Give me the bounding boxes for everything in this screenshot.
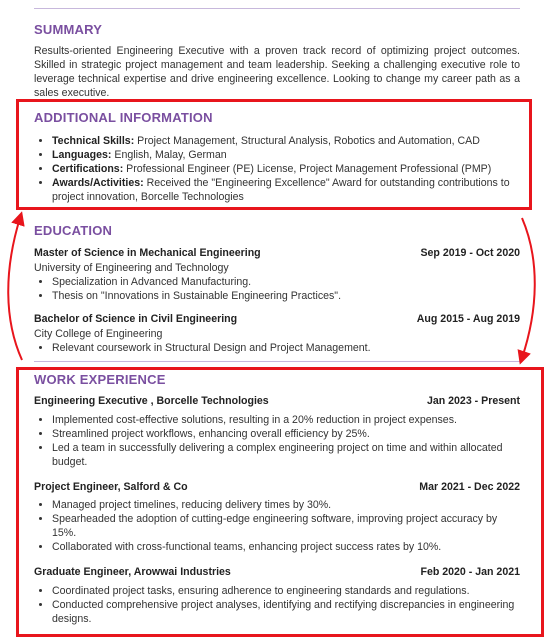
list-item: • Spearheaded the adoption of cutting-edge engineering software, improving project accuracy by 15%.	[52, 512, 522, 540]
job-title: Graduate Engineer, Arowwai Industries	[34, 566, 231, 578]
job-dates: Mar 2021 - Dec 2022	[419, 481, 520, 493]
job-title: Project Engineer, Salford & Co	[34, 481, 188, 493]
job-dates: Jan 2023 - Present	[426, 395, 520, 407]
list-item: • Certifications: Professional Engineer (PE) License, Project Management Professional (PMP)	[52, 162, 522, 176]
job-dates: Feb 2020 - Jan 2021	[420, 566, 520, 578]
list-item: • Specialization in Advanced Manufacturing.	[52, 275, 522, 289]
list-item: • Coordinated project tasks, ensuring adherence to engineering standards and regulations.	[52, 584, 522, 598]
education-entry-1	[34, 246, 520, 260]
list-item: • Thesis on "Innovations in Sustainable Engineering Practices".	[52, 289, 522, 303]
arrow-down-icon	[522, 218, 535, 358]
summary-heading: SUMMARY	[34, 22, 103, 37]
list-item: • Relevant coursework in Structural Design and Project Management.	[52, 341, 522, 355]
education-divider	[34, 361, 520, 362]
list-item: • Conducted comprehensive project analyses, identifying and rectifying discrepancies in engineering designs.	[52, 598, 522, 626]
education-bullets-2	[34, 341, 522, 355]
work-experience-highlight-box	[16, 367, 544, 637]
list-item: • Managed project timelines, reducing delivery times by 30%.	[52, 498, 522, 512]
degree-dates: Sep 2019 - Oct 2020	[420, 247, 520, 259]
list-item: • Led a team in successfully delivering a complex engineering project on time and within allocated budget.	[52, 441, 522, 469]
education-bullets-1	[34, 275, 522, 303]
arrow-up-icon	[8, 218, 22, 360]
summary-text: Results-oriented Engineering Executive with a proven track record of optimizing project outcomes. Skilled in strategic project management and team leadership. Seeking a challenging executive role to leverage technical expertise and drive engineering excellence. Looking to change my career path as a sales executive.	[34, 45, 520, 99]
education-heading: EDUCATION	[34, 223, 113, 238]
work-experience-heading: WORK EXPERIENCE	[34, 372, 166, 387]
degree-title: Master of Science in Mechanical Engineering	[34, 247, 261, 259]
job-title: Engineering Executive , Borcelle Technologies	[34, 395, 269, 407]
education-entry-2	[34, 312, 520, 326]
list-item: • Streamlined project workflows, enhancing overall efficiency by 25%.	[52, 427, 522, 441]
list-item: • Collaborated with cross-functional teams, enhancing project success rates by 10%.	[52, 540, 522, 554]
additional-info-highlight-box	[16, 99, 532, 210]
list-item: • Languages: English, Malay, German	[52, 148, 522, 162]
list-item: • Technical Skills: Project Management, Structural Analysis, Robotics and Automation, CAD	[52, 134, 522, 148]
degree-dates: Aug 2015 - Aug 2019	[416, 313, 520, 325]
list-item: • Awards/Activities: Received the "Engineering Excellence" Award for outstanding contributions to project innovation, Borcelle Technologies	[52, 176, 522, 204]
additional-info-heading: ADDITIONAL INFORMATION	[34, 110, 213, 125]
list-item: • Implemented cost-effective solutions, resulting in a 20% reduction in project expenses.	[52, 413, 522, 427]
degree-title: Bachelor of Science in Civil Engineering	[34, 313, 238, 325]
school-name: City College of Engineering	[34, 328, 163, 340]
school-name: University of Engineering and Technology	[34, 262, 229, 274]
top-divider	[34, 8, 520, 9]
